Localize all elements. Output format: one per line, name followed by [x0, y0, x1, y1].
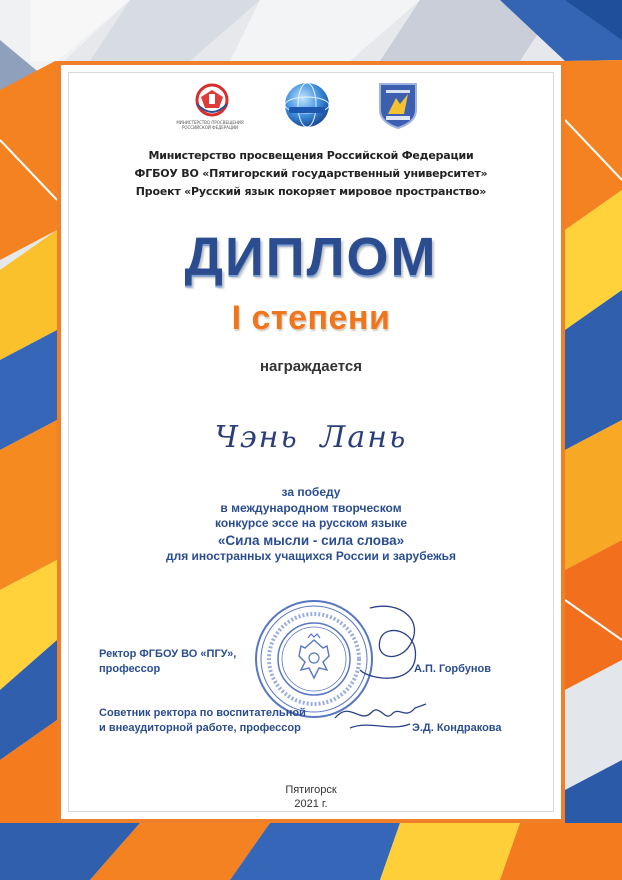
reason-line-5: для иностранных учащихся России и зарубежья — [165, 548, 457, 563]
ministry-logo-caption: МИНИСТЕРСТВО ПРОСВЕЩЕНИЯ РОССИЙСКОЙ ФЕДЕРАЦИИ — [176, 120, 244, 130]
header-line-ministry: Министерство просвещения Российской Федерации — [148, 149, 474, 162]
rector-name: А.П. Горбунов — [414, 663, 492, 675]
advisor-title — [99, 706, 339, 736]
reason-line-1: за победу — [281, 485, 341, 499]
header-line-university: ФГБОУ ВО «Пятигорский государственный университет» — [134, 167, 488, 180]
globe-logo-icon — [281, 80, 333, 130]
recipient-name: Чэнь Лань — [214, 420, 408, 455]
reason-line-3: конкурсе эссе на русском языке — [214, 516, 408, 530]
city-label: Пятигорск — [285, 784, 337, 796]
rector-title-line-2: профессор — [99, 663, 161, 675]
rector-title — [99, 647, 249, 677]
advisor-name: Э.Д. Кондракова — [412, 722, 502, 734]
diploma-title: ДИПЛОМ — [184, 227, 438, 287]
reason-line-2: в международном творческом — [220, 500, 402, 515]
organization-header — [57, 147, 565, 201]
advisor-title-line-2: и внеаудиторной работе, профессор — [99, 722, 301, 734]
place-and-date — [57, 783, 565, 811]
diploma-degree: I степени — [231, 299, 391, 337]
rector-title-line-1: Ректор ФГБОУ ВО «ПГУ», — [99, 648, 237, 660]
award-reason — [57, 485, 565, 564]
header-line-project: Проект «Русский язык покоряет мировое пространство» — [135, 185, 487, 198]
awarded-label: награждается — [259, 358, 363, 375]
university-shield-icon — [374, 80, 422, 130]
year-label: 2021 г. — [294, 798, 328, 810]
advisor-title-line-1: Советник ректора по воспитательной — [99, 707, 306, 719]
contest-title: «Сила мысли - сила слова» — [217, 532, 405, 548]
